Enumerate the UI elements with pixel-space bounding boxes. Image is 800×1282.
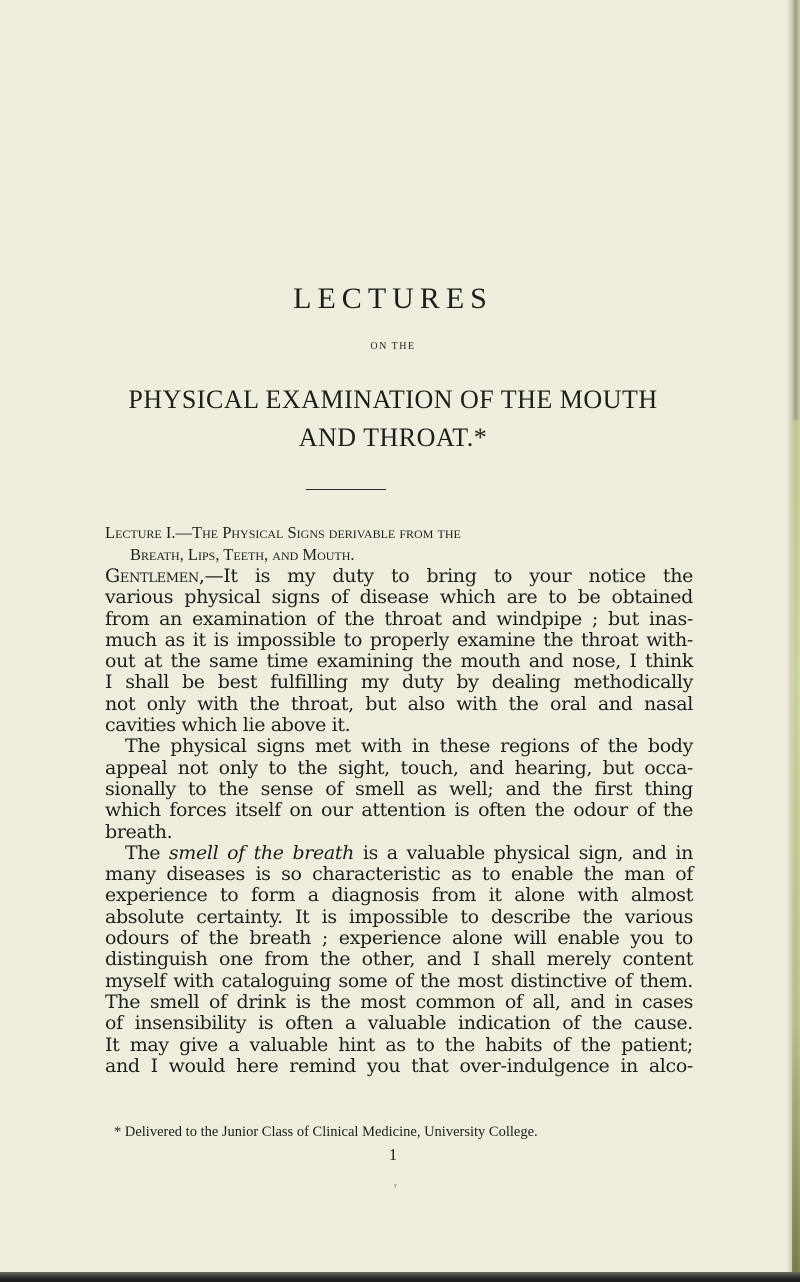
title-line-1: PHYSICAL EXAMINATION OF THE MOUTH [128, 385, 658, 414]
body-line: appeal not only to the sight, touch, and hearing, but occa- [105, 756, 693, 779]
body-line: and I would here remind you that over-indulgence in alco- [105, 1054, 693, 1077]
body-line: breath. [105, 820, 173, 843]
page-edge-bottom [0, 1272, 800, 1282]
body-line: I shall be best fulfilling my duty by dealing methodically [105, 671, 693, 694]
body-line: many diseases is so characteristic as to enable the man of [105, 863, 693, 886]
stray-ink-mark: ʳ [394, 1183, 398, 1194]
body-line: cavities which lie above it. [105, 714, 351, 737]
body-line: not only with the throat, but also with the oral and nasal [105, 692, 693, 715]
italic-phrase: smell of the breath [168, 841, 355, 864]
on-the-subheading: ON THE [370, 341, 416, 352]
body-line: out at the same time examining the mouth and nose, I think [105, 650, 693, 673]
body-line: The physical signs met with in these regions of the body [125, 735, 693, 758]
body-line: The smell of drink is the most common of all, and in cases [105, 990, 693, 1013]
lecture-heading-line-1: Lecture I.—The Physical Signs derivable from the [105, 523, 461, 542]
body-line [105, 843, 693, 864]
the-word: The [125, 841, 161, 864]
body-line: from an examination of the throat and windpipe ; but inas- [105, 607, 693, 630]
body-line: It may give a valuable hint as to the habits of the patient; [105, 1033, 693, 1056]
title-line-2: AND THROAT.* [298, 423, 488, 452]
page-edge-stain [792, 420, 800, 1280]
body-line: various physical signs of disease which are to be obtained [105, 586, 693, 609]
page-number: 1 [388, 1145, 398, 1164]
body-line: distinguish one from the other, and I shall merely content [105, 948, 693, 971]
body-line: odours of the breath ; experience alone will enable you to [105, 927, 693, 950]
body-line: much as it is impossible to properly examine the throat with- [105, 628, 693, 651]
body-line: sionally to the sense of smell as well; and the first thing [105, 777, 693, 800]
title-divider-rule [306, 489, 386, 490]
body-line: absolute certainty. It is impossible to describe the various [105, 905, 693, 928]
body-text [105, 566, 693, 1077]
body-line: of insensibility is often a valuable indication of the cause. [105, 1012, 693, 1035]
salutation: Gentlemen, [105, 565, 205, 587]
body-line-text: is a valuable physical sign, and in [362, 841, 693, 864]
footnote: * Delivered to the Junior Class of Clinical Medicine, University College. [114, 1124, 538, 1140]
body-line: which forces itself on our attention is often the odour of the [105, 799, 693, 822]
lecture-heading-line-2: Breath, Lips, Teeth, and Mouth. [130, 545, 355, 564]
body-line: myself with cataloguing some of the most distinctive of them. [105, 969, 693, 992]
body-line [105, 566, 693, 587]
lecture-heading [105, 522, 705, 566]
lectures-heading: LECTURES [293, 282, 493, 315]
body-line: experience to form a diagnosis from it alone with almost [105, 884, 693, 907]
body-line-text: —It is my duty to bring to your notice the [204, 565, 693, 587]
